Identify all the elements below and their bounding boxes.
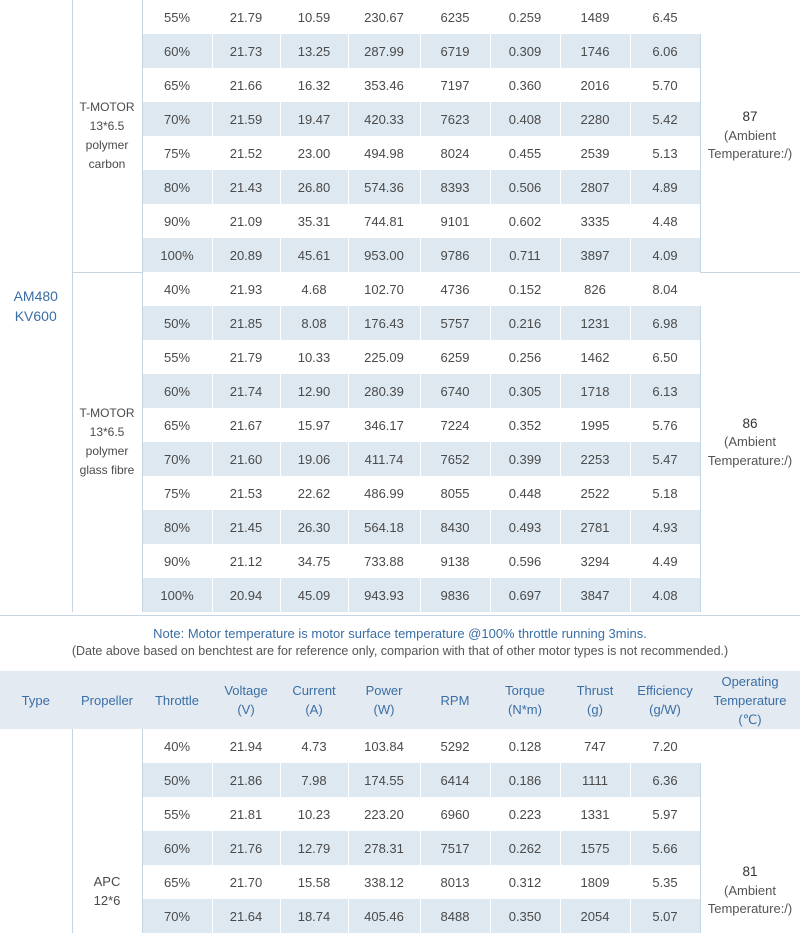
cell-torque: 0.711 xyxy=(490,238,560,272)
cell-power: 338.12 xyxy=(348,865,420,899)
cell-current: 15.97 xyxy=(280,408,348,442)
cell-throttle: 55% xyxy=(142,340,212,374)
cell-throttle: 70% xyxy=(142,899,212,933)
cell-torque: 0.697 xyxy=(490,578,560,612)
cell-efficiency: 4.93 xyxy=(630,510,700,544)
cell-efficiency: 6.06 xyxy=(630,34,700,68)
ambient-temperature-note: (Ambient Temperature:/) xyxy=(707,882,793,917)
cell-power: 943.93 xyxy=(348,578,420,612)
cell-voltage: 21.79 xyxy=(212,340,280,374)
cell-rpm: 5757 xyxy=(420,306,490,340)
cell-thrust: 2781 xyxy=(560,510,630,544)
cell-voltage: 21.76 xyxy=(212,831,280,865)
cell-torque: 0.352 xyxy=(490,408,560,442)
cell-torque: 0.596 xyxy=(490,544,560,578)
cell-torque: 0.602 xyxy=(490,204,560,238)
cell-power: 230.67 xyxy=(348,0,420,34)
cell-torque: 0.309 xyxy=(490,34,560,68)
test-data-table-apc xyxy=(0,729,800,933)
cell-current: 26.30 xyxy=(280,510,348,544)
note-motor-temperature: Note: Motor temperature is motor surface temperature @100% throttle running 3mins. xyxy=(153,626,647,641)
cell-rpm: 6719 xyxy=(420,34,490,68)
cell-rpm: 7224 xyxy=(420,408,490,442)
cell-power: 103.84 xyxy=(348,729,420,763)
cell-efficiency: 8.04 xyxy=(630,272,700,306)
cell-voltage: 21.12 xyxy=(212,544,280,578)
propeller-cell: T-MOTOR 13*6.5 polymer glass fibre xyxy=(72,272,142,612)
table-row xyxy=(0,272,800,306)
cell-torque: 0.223 xyxy=(490,797,560,831)
cell-throttle: 40% xyxy=(142,272,212,306)
cell-torque: 0.408 xyxy=(490,102,560,136)
cell-efficiency: 4.48 xyxy=(630,204,700,238)
cell-rpm: 8013 xyxy=(420,865,490,899)
cell-voltage: 21.52 xyxy=(212,136,280,170)
cell-torque: 0.493 xyxy=(490,510,560,544)
header-efficiency: Efficiency (g/W) xyxy=(630,671,700,729)
cell-voltage: 21.94 xyxy=(212,729,280,763)
cell-rpm: 6414 xyxy=(420,763,490,797)
cell-thrust: 2522 xyxy=(560,476,630,510)
cell-throttle: 55% xyxy=(142,0,212,34)
type-cell xyxy=(0,729,72,933)
cell-efficiency: 5.42 xyxy=(630,102,700,136)
cell-thrust: 2016 xyxy=(560,68,630,102)
note-reference-disclaimer: (Date above based on benchtest are for reference only, comparion with that of other motor types is not recommended.) xyxy=(71,644,729,658)
cell-efficiency: 4.89 xyxy=(630,170,700,204)
table-bottom-divider xyxy=(0,615,800,616)
cell-throttle: 80% xyxy=(142,510,212,544)
cell-rpm: 9836 xyxy=(420,578,490,612)
cell-efficiency: 5.35 xyxy=(630,865,700,899)
cell-voltage: 21.59 xyxy=(212,102,280,136)
cell-voltage: 21.74 xyxy=(212,374,280,408)
cell-rpm: 6960 xyxy=(420,797,490,831)
header-type: Type xyxy=(0,671,72,729)
cell-power: 176.43 xyxy=(348,306,420,340)
cell-rpm: 7623 xyxy=(420,102,490,136)
cell-rpm: 8055 xyxy=(420,476,490,510)
cell-power: 744.81 xyxy=(348,204,420,238)
cell-voltage: 21.64 xyxy=(212,899,280,933)
cell-power: 405.46 xyxy=(348,899,420,933)
cell-rpm: 6235 xyxy=(420,0,490,34)
cell-thrust: 3847 xyxy=(560,578,630,612)
cell-power: 564.18 xyxy=(348,510,420,544)
cell-efficiency: 7.20 xyxy=(630,729,700,763)
cell-voltage: 21.66 xyxy=(212,68,280,102)
cell-power: 411.74 xyxy=(348,442,420,476)
cell-thrust: 1231 xyxy=(560,306,630,340)
cell-efficiency: 4.49 xyxy=(630,544,700,578)
cell-current: 13.25 xyxy=(280,34,348,68)
cell-throttle: 70% xyxy=(142,102,212,136)
cell-current: 8.08 xyxy=(280,306,348,340)
cell-current: 19.06 xyxy=(280,442,348,476)
ambient-temperature-note: (Ambient Temperature:/) xyxy=(707,434,793,468)
header-temperature: Operating Temperature (℃) xyxy=(700,671,800,729)
cell-efficiency: 4.09 xyxy=(630,238,700,272)
cell-torque: 0.360 xyxy=(490,68,560,102)
cell-thrust: 2280 xyxy=(560,102,630,136)
cell-rpm: 8488 xyxy=(420,899,490,933)
cell-throttle: 75% xyxy=(142,136,212,170)
cell-torque: 0.128 xyxy=(490,729,560,763)
cell-efficiency: 5.97 xyxy=(630,797,700,831)
cell-voltage: 20.89 xyxy=(212,238,280,272)
temperature-cell xyxy=(700,729,800,933)
cell-efficiency: 6.98 xyxy=(630,306,700,340)
cell-current: 26.80 xyxy=(280,170,348,204)
table-row xyxy=(0,729,800,763)
cell-throttle: 90% xyxy=(142,204,212,238)
cell-power: 225.09 xyxy=(348,340,420,374)
cell-torque: 0.256 xyxy=(490,340,560,374)
cell-torque: 0.350 xyxy=(490,899,560,933)
propeller-cell: APC 12*6 xyxy=(72,729,142,933)
cell-current: 12.90 xyxy=(280,374,348,408)
cell-torque: 0.312 xyxy=(490,865,560,899)
cell-power: 287.99 xyxy=(348,34,420,68)
cell-efficiency: 5.18 xyxy=(630,476,700,510)
cell-rpm: 7652 xyxy=(420,442,490,476)
cell-rpm: 9786 xyxy=(420,238,490,272)
temperature-value: 87 xyxy=(742,109,758,124)
cell-power: 278.31 xyxy=(348,831,420,865)
propeller-cell: T-MOTOR 13*6.5 polymer carbon xyxy=(72,0,142,272)
cell-current: 45.09 xyxy=(280,578,348,612)
temperature-cell xyxy=(700,272,800,612)
temperature-value: 86 xyxy=(742,415,758,431)
cell-efficiency: 5.76 xyxy=(630,408,700,442)
cell-current: 45.61 xyxy=(280,238,348,272)
table-header-row xyxy=(0,671,800,729)
cell-power: 346.17 xyxy=(348,408,420,442)
cell-rpm: 6259 xyxy=(420,340,490,374)
cell-efficiency: 5.07 xyxy=(630,899,700,933)
header-power: Power (W) xyxy=(348,671,420,729)
header-current: Current (A) xyxy=(280,671,348,729)
cell-current: 10.23 xyxy=(280,797,348,831)
cell-torque: 0.262 xyxy=(490,831,560,865)
cell-throttle: 50% xyxy=(142,763,212,797)
cell-current: 35.31 xyxy=(280,204,348,238)
cell-power: 353.46 xyxy=(348,68,420,102)
temperature-value: 81 xyxy=(742,864,758,880)
cell-thrust: 1575 xyxy=(560,831,630,865)
cell-voltage: 21.86 xyxy=(212,763,280,797)
cell-current: 18.74 xyxy=(280,899,348,933)
cell-voltage: 21.53 xyxy=(212,476,280,510)
cell-throttle: 50% xyxy=(142,306,212,340)
cell-throttle: 40% xyxy=(142,729,212,763)
cell-thrust: 2253 xyxy=(560,442,630,476)
cell-torque: 0.152 xyxy=(490,272,560,306)
cell-power: 574.36 xyxy=(348,170,420,204)
cell-thrust: 1995 xyxy=(560,408,630,442)
cell-torque: 0.305 xyxy=(490,374,560,408)
cell-efficiency: 5.70 xyxy=(630,68,700,102)
cell-throttle: 65% xyxy=(142,865,212,899)
cell-throttle: 60% xyxy=(142,831,212,865)
cell-power: 174.55 xyxy=(348,763,420,797)
cell-throttle: 90% xyxy=(142,544,212,578)
cell-current: 34.75 xyxy=(280,544,348,578)
cell-rpm: 7197 xyxy=(420,68,490,102)
cell-rpm: 7517 xyxy=(420,831,490,865)
cell-rpm: 6740 xyxy=(420,374,490,408)
cell-voltage: 21.67 xyxy=(212,408,280,442)
temperature-cell xyxy=(700,0,800,272)
cell-current: 19.47 xyxy=(280,102,348,136)
cell-efficiency: 5.66 xyxy=(630,831,700,865)
cell-current: 4.68 xyxy=(280,272,348,306)
cell-power: 733.88 xyxy=(348,544,420,578)
cell-throttle: 100% xyxy=(142,578,212,612)
cell-torque: 0.455 xyxy=(490,136,560,170)
ambient-temperature-note: (Ambient Temperature:/) xyxy=(707,127,793,161)
cell-efficiency: 5.13 xyxy=(630,136,700,170)
cell-torque: 0.259 xyxy=(490,0,560,34)
cell-current: 4.73 xyxy=(280,729,348,763)
cell-voltage: 21.70 xyxy=(212,865,280,899)
cell-voltage: 21.43 xyxy=(212,170,280,204)
cell-rpm: 8430 xyxy=(420,510,490,544)
cell-current: 16.32 xyxy=(280,68,348,102)
cell-thrust: 1746 xyxy=(560,34,630,68)
cell-thrust: 2539 xyxy=(560,136,630,170)
cell-voltage: 21.09 xyxy=(212,204,280,238)
header-torque: Torque (N*m) xyxy=(490,671,560,729)
cell-thrust: 2807 xyxy=(560,170,630,204)
cell-throttle: 100% xyxy=(142,238,212,272)
cell-efficiency: 6.13 xyxy=(630,374,700,408)
cell-current: 15.58 xyxy=(280,865,348,899)
cell-current: 12.79 xyxy=(280,831,348,865)
type-cell: AM480 KV600 xyxy=(0,0,72,612)
cell-thrust: 3897 xyxy=(560,238,630,272)
cell-torque: 0.506 xyxy=(490,170,560,204)
cell-efficiency: 6.36 xyxy=(630,763,700,797)
cell-voltage: 21.81 xyxy=(212,797,280,831)
cell-voltage: 21.93 xyxy=(212,272,280,306)
header-rpm: RPM xyxy=(420,671,490,729)
cell-efficiency: 4.08 xyxy=(630,578,700,612)
cell-rpm: 9101 xyxy=(420,204,490,238)
table-row xyxy=(0,0,800,34)
cell-power: 494.98 xyxy=(348,136,420,170)
cell-current: 10.59 xyxy=(280,0,348,34)
cell-throttle: 60% xyxy=(142,374,212,408)
cell-throttle: 65% xyxy=(142,408,212,442)
cell-thrust: 1809 xyxy=(560,865,630,899)
header-voltage: Voltage (V) xyxy=(212,671,280,729)
cell-power: 953.00 xyxy=(348,238,420,272)
cell-rpm: 4736 xyxy=(420,272,490,306)
cell-voltage: 21.60 xyxy=(212,442,280,476)
cell-throttle: 60% xyxy=(142,34,212,68)
cell-efficiency: 6.45 xyxy=(630,0,700,34)
header-thrust: Thrust (g) xyxy=(560,671,630,729)
cell-throttle: 65% xyxy=(142,68,212,102)
cell-power: 102.70 xyxy=(348,272,420,306)
cell-current: 23.00 xyxy=(280,136,348,170)
cell-thrust: 1489 xyxy=(560,0,630,34)
cell-thrust: 1111 xyxy=(560,763,630,797)
cell-rpm: 9138 xyxy=(420,544,490,578)
cell-rpm: 8393 xyxy=(420,170,490,204)
header-propeller: Propeller xyxy=(72,671,142,729)
cell-voltage: 20.94 xyxy=(212,578,280,612)
cell-current: 22.62 xyxy=(280,476,348,510)
cell-voltage: 21.45 xyxy=(212,510,280,544)
cell-rpm: 5292 xyxy=(420,729,490,763)
cell-power: 280.39 xyxy=(348,374,420,408)
cell-power: 420.33 xyxy=(348,102,420,136)
header-throttle: Throttle xyxy=(142,671,212,729)
cell-throttle: 75% xyxy=(142,476,212,510)
cell-thrust: 1462 xyxy=(560,340,630,374)
cell-thrust: 1718 xyxy=(560,374,630,408)
cell-throttle: 55% xyxy=(142,797,212,831)
cell-thrust: 2054 xyxy=(560,899,630,933)
cell-current: 7.98 xyxy=(280,763,348,797)
cell-current: 10.33 xyxy=(280,340,348,374)
cell-torque: 0.186 xyxy=(490,763,560,797)
cell-voltage: 21.73 xyxy=(212,34,280,68)
cell-thrust: 1331 xyxy=(560,797,630,831)
cell-torque: 0.216 xyxy=(490,306,560,340)
cell-power: 486.99 xyxy=(348,476,420,510)
cell-thrust: 826 xyxy=(560,272,630,306)
cell-voltage: 21.85 xyxy=(212,306,280,340)
cell-efficiency: 6.50 xyxy=(630,340,700,374)
cell-torque: 0.399 xyxy=(490,442,560,476)
cell-power: 223.20 xyxy=(348,797,420,831)
notes-section xyxy=(0,617,800,671)
cell-torque: 0.448 xyxy=(490,476,560,510)
cell-rpm: 8024 xyxy=(420,136,490,170)
cell-throttle: 80% xyxy=(142,170,212,204)
cell-voltage: 21.79 xyxy=(212,0,280,34)
cell-thrust: 3335 xyxy=(560,204,630,238)
cell-throttle: 70% xyxy=(142,442,212,476)
cell-thrust: 3294 xyxy=(560,544,630,578)
cell-efficiency: 5.47 xyxy=(630,442,700,476)
cell-thrust: 747 xyxy=(560,729,630,763)
